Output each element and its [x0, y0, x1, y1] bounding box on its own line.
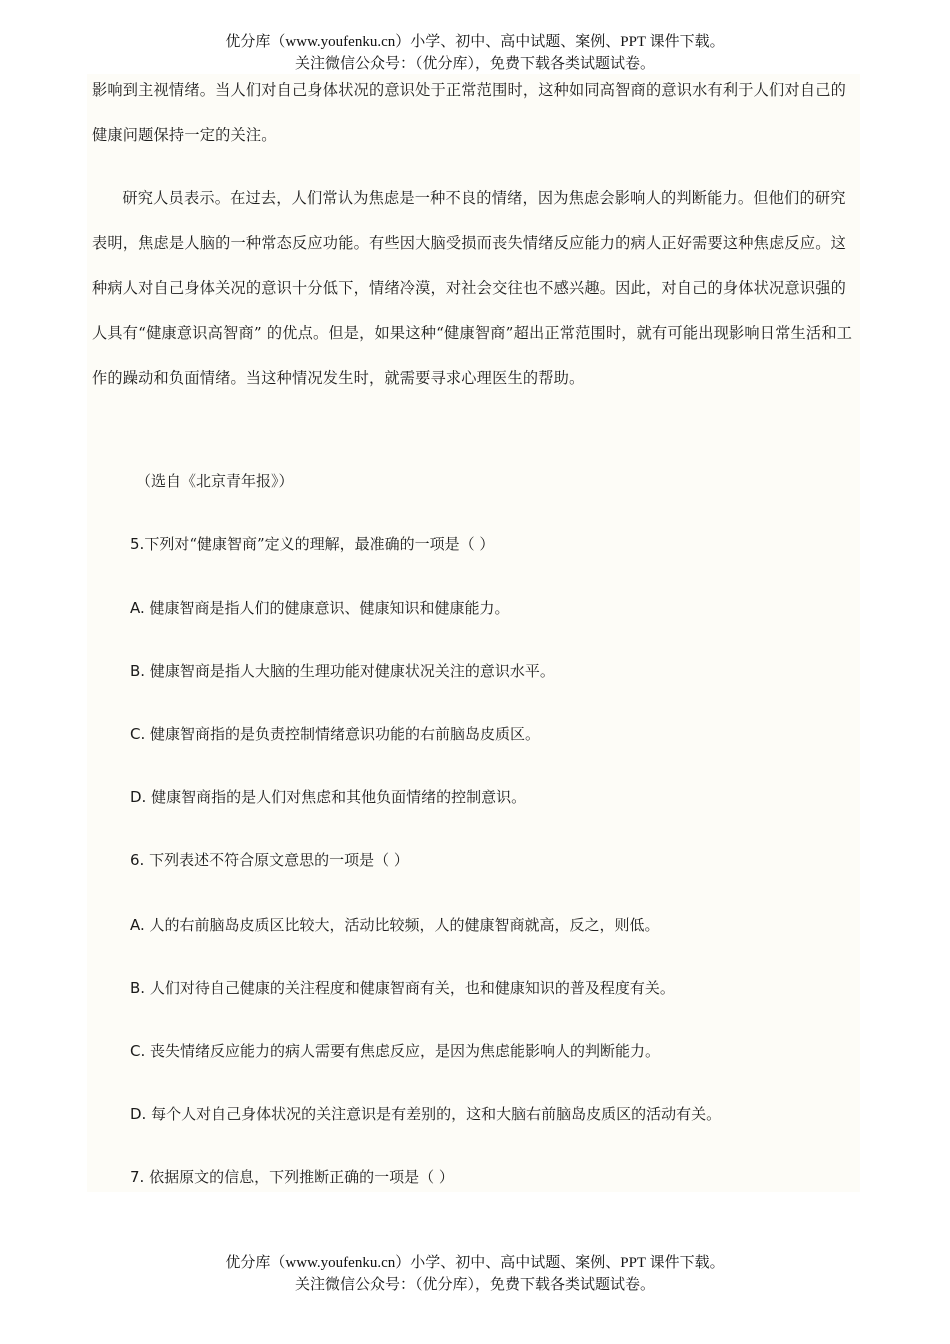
- question-7-number: 7.: [130, 1168, 145, 1186]
- question-5-option-a: [130, 596, 510, 620]
- question-6-option-b: [130, 976, 675, 1000]
- header-line-2: 关注微信公众号：（优分库），免费下载各类试题试卷。: [294, 56, 655, 72]
- question-6-option-a: [130, 913, 660, 937]
- question-6-option-c: [130, 1039, 660, 1063]
- option-text: 健康智商指的是负责控制情绪意识功能的右前脑岛皮质区。: [150, 725, 541, 743]
- option-label: C.: [130, 725, 146, 743]
- option-text: 人们对待自己健康的关注程度和健康智商有关，也和健康知识的普及程度有关。: [149, 979, 675, 997]
- option-label: B.: [130, 662, 146, 680]
- option-label: D.: [130, 1105, 147, 1123]
- question-5: [130, 532, 494, 556]
- option-label: B.: [130, 979, 146, 997]
- passage-paragraph-2: 研究人员表示。在过去，人们常认为焦虑是一种不良的情绪，因为焦虑会影响人的判断能力。但他们的研究表明，焦虑是人脑的一种常态反应功能。有些因大脑受损而丧失情绪反应能力的病人正好需要这种焦虑反应。这种病人对自己身体关况的意识十分低下，情绪冷漠，对社会交往也不感兴趣。因此，对自己的身体状况意识强的人具有“健康意识高智商” 的优点。但是，如果这种“健康智商”超出正常范围时，就有可能出现影响日常生活和工作的躁动和负面情绪。当这种情况发生时，就需要寻求心理医生的帮助。: [92, 189, 853, 387]
- question-6-number: 6.: [130, 851, 145, 869]
- option-label: A.: [130, 599, 145, 617]
- question-5-option-b: [130, 659, 555, 683]
- passage-source: （选自《北京青年报》）: [136, 472, 294, 490]
- question-7-text: 依据原文的信息，下列推断正确的一项是（ ）: [149, 1168, 454, 1186]
- option-label: D.: [130, 788, 147, 806]
- option-text: 健康智商是指人们的健康意识、健康知识和健康能力。: [149, 599, 510, 617]
- question-5-number: 5.: [130, 535, 145, 553]
- option-label: A.: [130, 916, 145, 934]
- passage-paragraph-1: 影响到主视情绪。当人们对自己身体状况的意识处于正常范围时，这种如同高智商的意识水有利于人们对自己的健康问题保持一定的关注。: [92, 81, 846, 144]
- option-text: 每个人对自己身体状况的关注意识是有差别的，这和大脑右前脑岛皮质区的活动有关。: [151, 1105, 722, 1123]
- footer-line-1: 优分库（www.youfenku.cn）小学、初中、高中试题、案例、PPT 课件下载。: [225, 1255, 725, 1271]
- document-body: [87, 74, 860, 1192]
- question-7: [130, 1165, 454, 1189]
- page-footer: [0, 1252, 950, 1296]
- question-5-text: 下列对“健康智商”定义的理解，最准确的一项是（ ）: [144, 535, 495, 553]
- option-text: 健康智商指的是人们对焦虑和其他负面情绪的控制意识。: [151, 788, 527, 806]
- question-5-option-d: [130, 785, 526, 809]
- question-6-text: 下列表述不符合原文意思的一项是（ ）: [149, 851, 409, 869]
- option-text: 人的右前脑岛皮质区比较大，活动比较频，人的健康智商就高，反之，则低。: [149, 916, 660, 934]
- question-6: [130, 848, 409, 872]
- footer-line-2: 关注微信公众号：（优分库），免费下载各类试题试卷。: [294, 1277, 655, 1293]
- question-5-option-c: [130, 722, 540, 746]
- header-line-1: 优分库（www.youfenku.cn）小学、初中、高中试题、案例、PPT 课件下载。: [225, 34, 725, 50]
- question-6-option-d: [130, 1102, 721, 1126]
- option-text: 健康智商是指人大脑的生理功能对健康状况关注的意识水平。: [149, 662, 555, 680]
- option-label: C.: [130, 1042, 146, 1060]
- option-text: 丧失情绪反应能力的病人需要有焦虑反应，是因为焦虑能影响人的判断能力。: [150, 1042, 661, 1060]
